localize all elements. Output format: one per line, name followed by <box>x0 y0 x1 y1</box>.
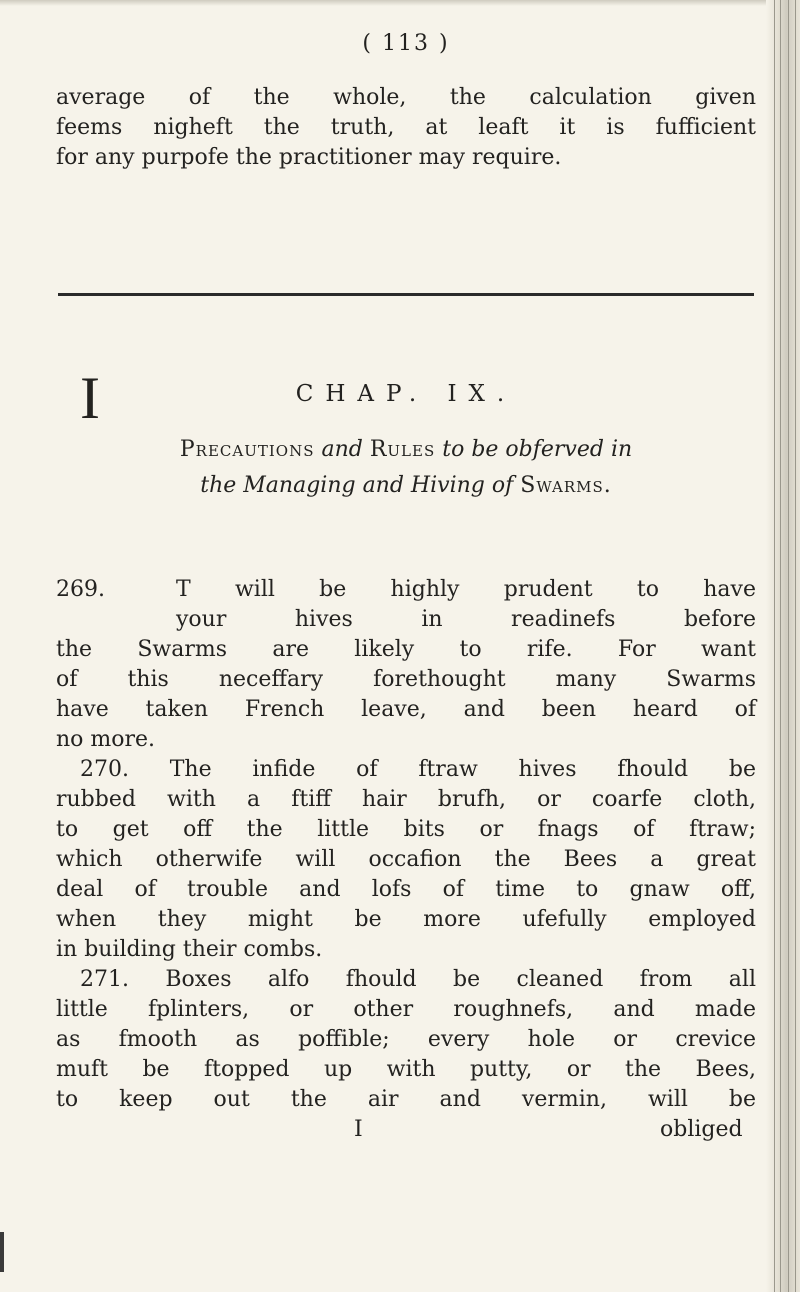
title-word: the Managing and Hiving of <box>200 473 521 498</box>
text-line: of this neceffary forethought many Swarms <box>56 667 756 692</box>
text-line: the Swarms are likely to rife. For want <box>56 637 756 662</box>
catchword: obliged <box>660 1117 743 1142</box>
title-word: and <box>314 437 370 462</box>
text-line: in building their combs. <box>56 937 323 962</box>
signature-mark: I <box>354 1117 363 1142</box>
text-line: deal of trouble and lofs of time to gnaw off, <box>56 877 756 902</box>
text-line: little fplinters, or other roughnefs, and made <box>56 997 756 1022</box>
edge-line <box>788 0 789 1292</box>
page-top-shadow <box>0 0 800 6</box>
chapter-heading: CHAP. IX. <box>295 381 517 407</box>
edge-line <box>780 0 781 1292</box>
page-number: ( 113 ) <box>362 31 450 56</box>
text-line: no more. <box>56 727 156 752</box>
text-line: as fmooth as poffible; every hole or crevice <box>56 1027 756 1052</box>
text-line: 270. The infide of ftraw hives fhould be <box>80 757 756 782</box>
text-line: your hives in readinefs before <box>176 607 756 632</box>
page-edge <box>766 0 800 1292</box>
edge-line <box>774 0 775 1292</box>
title-word: Swarms. <box>520 473 612 498</box>
paragraph-number: 269. <box>56 577 105 602</box>
drop-cap: I <box>80 365 100 431</box>
edge-line <box>795 0 796 1292</box>
text-line: to get off the little bits or fnags of ftraw; <box>56 817 756 842</box>
text-line: average of the whole, the calculation given <box>56 85 756 110</box>
title-word: Precautions <box>179 437 315 462</box>
title-word: Rules <box>369 437 436 462</box>
chapter-title-line-2 <box>56 472 756 500</box>
text-line: rubbed with a ftiff hair brufh, or coarfe cloth, <box>56 787 756 812</box>
binding-mark <box>0 1232 4 1272</box>
chapter-title-line-1 <box>56 436 756 464</box>
text-line: which otherwife will occafion the Bees a great <box>56 847 756 872</box>
section-rule <box>58 293 754 296</box>
title-word: to be obferved in <box>435 437 633 462</box>
text-line: feems nigheft the truth, at leaft it is fufficient <box>56 115 756 140</box>
text-line: when they might be more ufefully employed <box>56 907 756 932</box>
text-line: to keep out the air and vermin, will be <box>56 1087 756 1112</box>
text-line: have taken French leave, and been heard of <box>56 697 756 722</box>
text-line: muft be ftopped up with putty, or the Bees, <box>56 1057 756 1082</box>
text-line: T will be highly prudent to have <box>176 577 756 602</box>
text-line: 271. Boxes alfo fhould be cleaned from all <box>80 967 756 992</box>
text-line: for any purpofe the practitioner may require. <box>56 145 562 170</box>
